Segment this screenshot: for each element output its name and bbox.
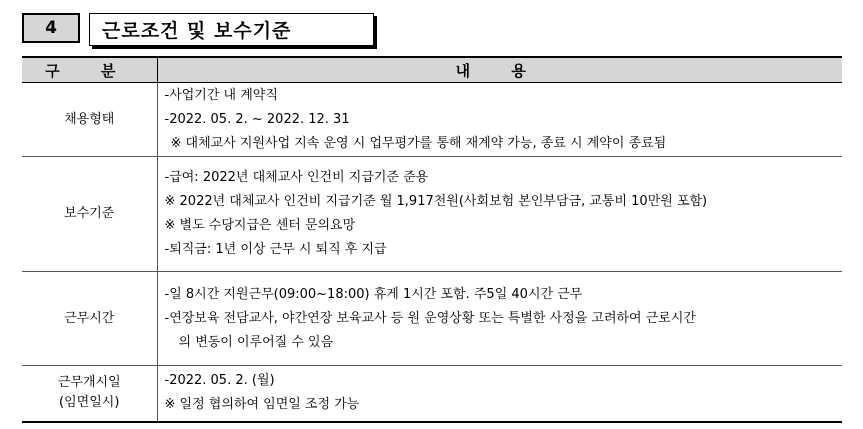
content-line: ※ 별도 수당지급은 센터 문의요망 xyxy=(164,218,356,233)
row-label: 채용형태 xyxy=(22,83,157,157)
content-line: -2022. 05. 2. ~ 2022. 12. 31 xyxy=(164,111,350,127)
content-line: 의 변동이 이루어질 수 있음 xyxy=(178,334,334,350)
content-line: ※ 일정 협의하여 임면일 조정 가능 xyxy=(164,397,360,413)
table-row-working-hours xyxy=(22,272,842,366)
conditions-table xyxy=(22,56,842,423)
content-line: -급여: 2022년 대체교사 인건비 지급기준 준용 xyxy=(164,170,429,185)
content-line: -연장보육 전담교사, 야간연장 보육교사 등 원 운영상황 또는 특별한 사정을 고려하여 근로시간 xyxy=(164,310,696,326)
header-content: 내 용 xyxy=(157,57,842,83)
table-header-row xyxy=(22,57,842,83)
row-content xyxy=(157,272,842,366)
table-row-start-date xyxy=(22,366,842,422)
content-line: -사업기간 내 계약직 xyxy=(164,87,278,103)
row-content xyxy=(157,366,842,422)
header-category: 구 분 xyxy=(22,57,157,83)
row-label: 근무시간 xyxy=(22,272,157,366)
content-line: -일 8시간 지원근무(09:00~18:00) 휴게 1시간 포함. 주5일 40시간 근무 xyxy=(164,286,583,302)
row-label xyxy=(22,366,157,422)
content-line: -퇴직금: 1년 이상 근무 시 퇴직 후 지급 xyxy=(164,242,387,257)
content-line: ※ 2022년 대체교사 인건비 지급기준 월 1,917천원(사회보험 본인부담금, 교통비 10만원 포함) xyxy=(164,194,708,209)
row-content xyxy=(157,83,842,157)
row-content xyxy=(157,157,842,272)
row-label-line: (임면일시) xyxy=(59,395,120,411)
section-title: 근로조건 및 보수기준 xyxy=(89,13,374,46)
table-row-employment-type xyxy=(22,83,842,157)
content-line: ※ 대체교사 지원사업 지속 운영 시 업무평가를 통해 재계약 가능, 종료 시 계약이 종료됨 xyxy=(170,135,667,151)
row-label: 보수기준 xyxy=(22,157,157,272)
section-number: 4 xyxy=(22,13,80,43)
table-row-pay-standard xyxy=(22,157,842,272)
content-line: -2022. 05. 2. (월) xyxy=(164,373,275,389)
row-label-line: 근무개시일 xyxy=(57,375,121,391)
